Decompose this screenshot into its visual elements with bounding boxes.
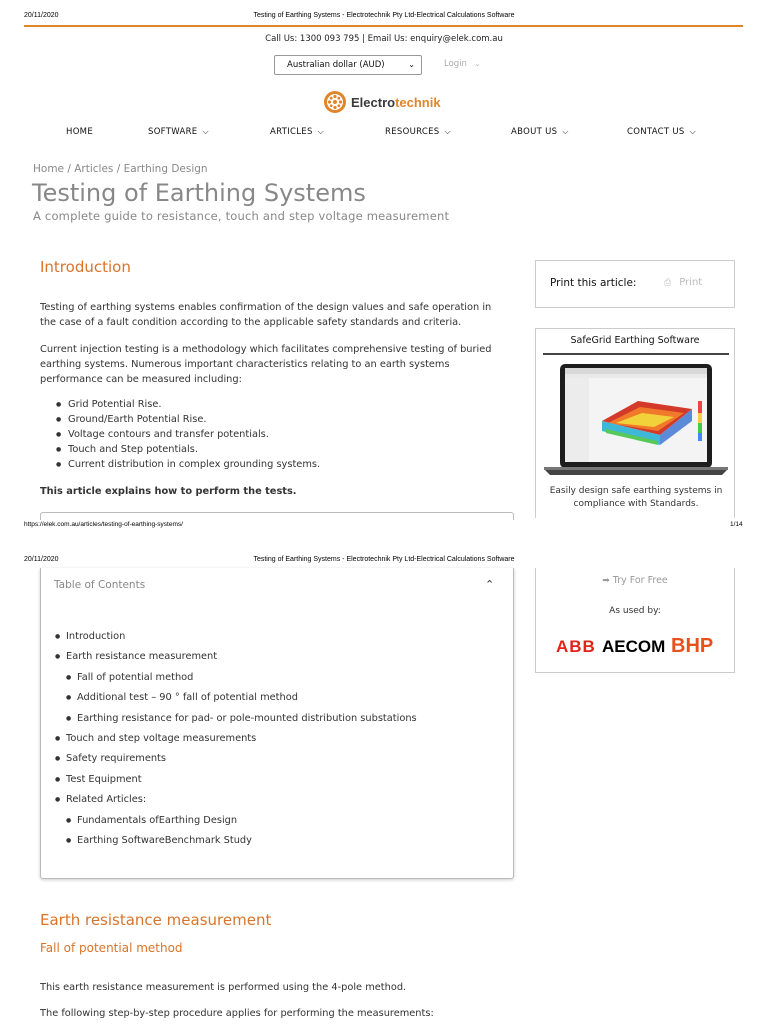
print-title-page2: Testing of Earthing Systems - Electrotechnik Pty Ltd-Electrical Calculations Software — [253, 556, 515, 563]
chevron-down-icon: ⌄ — [474, 60, 481, 68]
used-by-label: As used by: — [609, 606, 661, 616]
try-free-link[interactable] — [536, 575, 734, 586]
print-footer-url: https://elek.com.au/articles/testing-of-earthing-systems/ — [24, 521, 183, 528]
nav-about-label: ABOUT US — [511, 127, 558, 137]
toc-item-substations[interactable]: ● Earthing resistance for pad- or pole-mounted distribution substations — [66, 713, 417, 733]
toc-item-related-articles[interactable]: ● Related Articles: — [55, 794, 417, 814]
currency-select[interactable] — [274, 55, 422, 75]
earth-resistance-heading: Earth resistance measurement — [40, 911, 272, 929]
print-footer-page: 1/14 — [730, 521, 743, 528]
print-date-page2: 20/11/2020 — [24, 556, 59, 563]
promo-box-continued — [535, 568, 735, 673]
nav-about[interactable] — [511, 127, 569, 137]
page-title: Testing of Earthing Systems — [32, 179, 366, 207]
print-article-label: Print this article: — [550, 277, 637, 289]
client-logo-aecom: AECOM — [602, 637, 666, 656]
logo-part2: technik — [395, 94, 441, 110]
nav-home-label: HOME — [66, 127, 93, 137]
toc-item-introduction[interactable]: ● Introduction — [55, 631, 417, 651]
logo-part1: Electro — [351, 94, 396, 110]
promo-title: SafeGrid Earthing Software — [570, 335, 700, 346]
printer-icon: ⎙ — [664, 278, 672, 288]
software-laptop-image[interactable] — [542, 363, 730, 475]
section2-paragraph-2: The following step-by-step procedure applies for performing the measurements: — [40, 1008, 434, 1019]
toc-item-earth-resistance[interactable]: ● Earth resistance measurement — [55, 651, 417, 671]
toc-item-benchmark[interactable]: ● Earthing SoftwareBenchmark Study — [66, 835, 417, 855]
login-dropdown[interactable] — [444, 59, 481, 69]
print-button-label: Print — [679, 277, 703, 288]
list-item: ● Grid Potential Rise. — [68, 397, 320, 412]
print-title: Testing of Earthing Systems - Electrotechnik Pty Ltd-Electrical Calculations Software — [253, 12, 515, 19]
breadcrumb[interactable]: Home / Articles / Earthing Design — [33, 163, 208, 175]
contact-line[interactable]: Call Us: 1300 093 795 | Email Us: enquiry@elek.com.au — [265, 34, 503, 44]
promo-box — [535, 328, 735, 518]
chevron-down-icon: ⌵ — [562, 127, 569, 136]
client-logo-bhp: BHP — [671, 635, 714, 657]
nav-software-label: SOFTWARE — [148, 127, 198, 137]
client-logo-abb: ABB — [556, 637, 596, 656]
list-item: ● Current distribution in complex grounding systems. — [68, 457, 320, 472]
nav-articles-label: ARTICLES — [270, 127, 313, 137]
nav-resources-label: RESOURCES — [385, 127, 440, 137]
toc-item-touch-step[interactable]: ● Touch and step voltage measurements — [55, 733, 417, 753]
nav-contact-label: CONTACT US — [627, 127, 685, 137]
toc-item-fundamentals[interactable]: ● Fundamentals ofEarthing Design — [66, 815, 417, 835]
promo-caption: Easily design safe earthing systems in compliance with Standards. — [549, 486, 723, 509]
chevron-down-icon: ⌵ — [202, 127, 209, 136]
nav-resources[interactable] — [385, 127, 451, 137]
toc-item-fall-of-potential[interactable]: ● Fall of potential method — [66, 672, 417, 692]
logo-text — [351, 95, 441, 110]
promo-divider — [543, 353, 729, 355]
fall-of-potential-heading: Fall of potential method — [40, 941, 183, 955]
toc-list — [55, 631, 417, 855]
table-of-contents — [40, 568, 514, 879]
print-box — [535, 260, 735, 308]
intro-paragraph-1: Testing of earthing systems enables confirmation of the design values and safe operation in the case of a fault condition according to the applicable safety standards and criteria. — [40, 302, 492, 328]
intro-heading: Introduction — [40, 258, 131, 276]
toc-item-additional-test[interactable]: ● Additional test – 90 ° fall of potential method — [66, 692, 417, 712]
toc-box-top — [40, 512, 514, 520]
print-date: 20/11/2020 — [24, 12, 59, 19]
main-nav — [0, 127, 768, 141]
print-button[interactable] — [664, 277, 702, 288]
nav-contact[interactable] — [627, 127, 696, 137]
section2-paragraph-1: This earth resistance measurement is performed using the 4-pole method. — [40, 982, 407, 993]
login-label: Login — [444, 59, 467, 69]
nav-software[interactable] — [148, 127, 209, 137]
toc-item-safety[interactable]: ● Safety requirements — [55, 753, 417, 773]
nav-articles[interactable] — [270, 127, 324, 137]
try-free-label: Try For Free — [612, 575, 668, 586]
intro-bullet-list — [40, 397, 320, 472]
chevron-down-icon: ⌵ — [689, 127, 697, 136]
laptop-screenshot-icon — [542, 363, 730, 475]
list-item: ● Touch and Step potentials. — [68, 442, 320, 457]
intro-bold-line: This article explains how to perform the tests. — [40, 486, 297, 497]
chevron-up-icon[interactable]: ⌃ — [485, 578, 495, 591]
logo-mark-icon — [323, 90, 347, 114]
chevron-down-icon: ⌵ — [444, 127, 451, 136]
intro-paragraph-2: Current injection testing is a methodology which facilitates comprehensive testing of buried earthing systems. Numerous important characteristics relating to an earth systems performance can be measured including: — [40, 344, 492, 385]
chevron-down-icon: ⌵ — [317, 127, 325, 136]
list-item: ● Voltage contours and transfer potentials. — [68, 427, 320, 442]
toc-item-test-equipment[interactable]: ● Test Equipment — [55, 774, 417, 794]
currency-value: Australian dollar (AUD) — [287, 60, 385, 70]
site-logo[interactable] — [323, 90, 441, 114]
list-item: ● Ground/Earth Potential Rise. — [68, 412, 320, 427]
arrow-circle-right-icon: ➡ — [602, 576, 610, 586]
chevron-down-icon: ⌄ — [408, 60, 415, 69]
toc-heading: Table of Contents — [54, 579, 146, 591]
page-subtitle: A complete guide to resistance, touch and step voltage measurement — [33, 209, 450, 223]
nav-home[interactable] — [66, 127, 93, 137]
header-rule — [24, 25, 743, 27]
